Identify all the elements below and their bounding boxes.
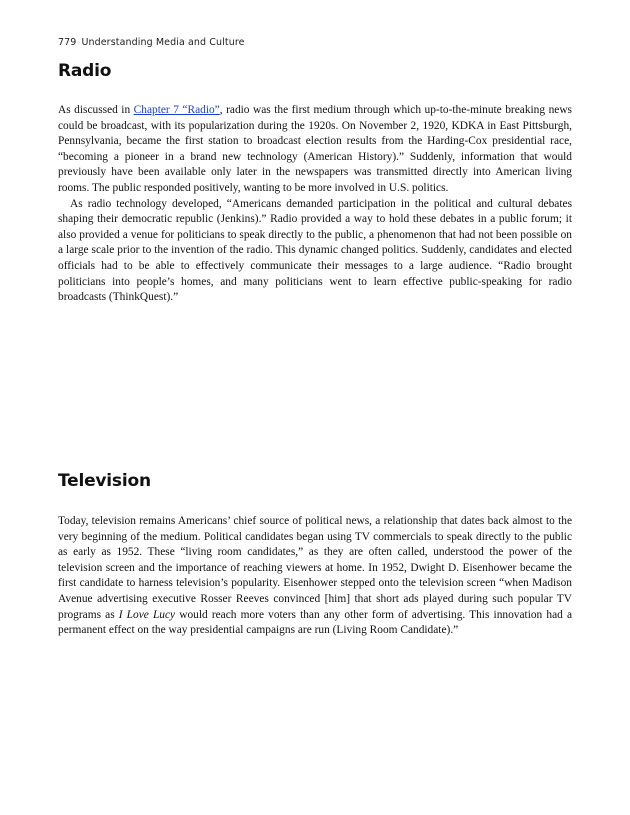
book-title: Understanding Media and Culture [81,37,245,48]
chapter-7-radio-link[interactable]: Chapter 7 “Radio” [133,104,220,116]
page-number: 779 [58,37,77,48]
radio-p1-lead: As discussed in [58,104,134,116]
radio-section-body [58,103,572,306]
tv-program-title: I Love Lucy [118,608,176,621]
radio-paragraph-1 [58,103,572,197]
running-header [58,37,245,48]
radio-paragraph-2: As radio technology developed, “Americans demanded participation in the political and cultural debates shaping their democratic republic (Jenkins).” Radio provided a way to hold these debates in a public forum; it also provided a venue for politicians to speak directly to the public, a phenomenon that had not been possible on a large scale prior to the invention of the radio. This dynamic changed politics. Suddenly, candidates and elected officials had to be able to effectively communicate their messages to a large audience. “Radio brought politicians into people’s homes, and many politicians went to learn effective public-speaking for radio broadcasts (ThinkQuest).” [58,197,572,304]
section-heading-radio: Radio [58,61,112,81]
television-paragraph-1 [58,514,572,639]
radio-p1-rest: , radio was the first medium through which up-to-the-minute breaking news could be broadcast, with its popularization during the 1920s. On November 2, 1920, KDKA in East Pittsburgh, Pennsylvania, became the first station to broadcast election results from the Harding-Cox presidential race, “becoming a pioneer in a brand new technology (American History).” Suddenly, information that would previously have been available only later in the newspapers was transmitted directly into American living rooms. The public responded positively, wanting to be more involved in U.S. politics. [58,104,572,194]
television-section-body [58,514,572,639]
tv-p1-rest: would reach more voters than any other form of advertising. This innovation had a permanent effect on the way presidential campaigns are run (Living Room Candidate).” [58,608,572,637]
section-heading-television: Television [58,471,151,491]
tv-p1-lead: Today, television remains Americans’ chief source of political news, a relationship that dates back almost to the very beginning of the medium. Political candidates began using TV commercials to speak directly to the public as early as 1952. These “living room candidates,” as they are often called, understood the power of the television screen and the importance of reaching viewers at home. In 1952, Dwight D. Eisenhower became the first candidate to harness television’s popularity. Eisenhower stepped onto the television screen “when Madison Avenue advertising executive Rosser Reeves convinced [him] that short ads played during such popular TV programs as [58,515,572,621]
